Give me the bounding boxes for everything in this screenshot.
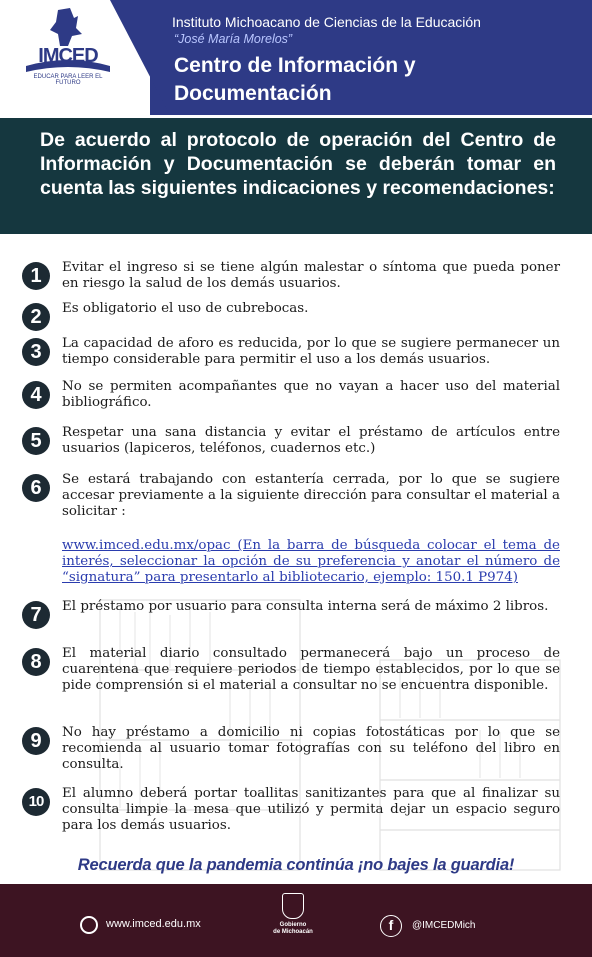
item-text: La capacidad de aforo es reducida, por lo que se sugiere permanecer un tiempo considerable para permitir el uso a los demás usuarios. xyxy=(62,336,560,367)
item-number: 6 xyxy=(22,474,50,502)
gov-line-2: de Michoacán xyxy=(273,929,313,935)
item-number: 2 xyxy=(22,303,50,331)
intro-text: De acuerdo al protocolo de operación del Centro de Información y Documentación se deberán tomar en cuenta las siguientes indicaciones y recomendaciones: xyxy=(40,129,556,199)
intro-banner xyxy=(0,118,592,234)
institute-name: Instituto Michoacano de Ciencias de la Educación xyxy=(172,14,481,30)
page-title xyxy=(174,52,534,108)
slogan: Recuerda que la pandemia continúa ¡no bajes la guardia! xyxy=(77,856,515,874)
item-number: 10 xyxy=(22,788,50,816)
item-text: Se estará trabajando con estantería cerrada, por lo que se sugiere accesar previamente a la siguiente dirección para consultar el material a solicitar : xyxy=(62,472,560,519)
item-text: El alumno deberá portar toallitas sanitizantes para que al finalizar su consulta limpie la mesa que utilizó y permita dejar un espacio seguro para los demás usuarios. xyxy=(62,786,560,833)
header-diagonal xyxy=(110,0,170,115)
logo-text: IMCED xyxy=(38,45,98,67)
item-number: 4 xyxy=(22,381,50,409)
header xyxy=(0,0,592,115)
facebook-icon[interactable]: f xyxy=(380,915,402,937)
footer-social-handle[interactable]: @IMCEDMich xyxy=(412,920,476,931)
item-number: 5 xyxy=(22,427,50,455)
item-number: 8 xyxy=(22,648,50,676)
item-text: No se permiten acompañantes que no vayan a hacer uso del material bibliográfico. xyxy=(62,379,560,410)
item-number: 9 xyxy=(22,727,50,755)
item-text: Respetar una sana distancia y evitar el préstamo de artículos entre usuarios (lapiceros, teléfonos, cuadernos etc.) xyxy=(62,425,560,456)
item-text: Es obligatorio el uso de cubrebocas. xyxy=(62,301,309,316)
logo-tagline: EDUCAR PARA LEER EL FUTURO xyxy=(33,74,103,86)
title-line-2: Documentación xyxy=(174,82,332,105)
opac-link[interactable]: www.imced.edu.mx/opac (En la barra de búsqueda colocar el tema de interés, seleccionar la opción de su preferencia y anotar el número de “signatura” para presentarlo al bibliotecario, ejemplo: 150.1 P974) xyxy=(62,538,560,585)
government-seal-icon xyxy=(282,893,304,919)
item-text: El préstamo por usuario para consulta interna será de máximo 2 libros. xyxy=(62,599,549,614)
item-text: Evitar el ingreso si se tiene algún malestar o síntoma que pueda poner en riesgo la salud de los demás usuarios. xyxy=(62,260,560,291)
item-number: 7 xyxy=(22,601,50,629)
item-text: No hay préstamo a domicilio ni copias fotostáticas por lo que se recomienda al usuario tomar fotografías con su teléfono del libro en consulta. xyxy=(62,725,560,772)
footer-government xyxy=(262,922,324,936)
item-number: 3 xyxy=(22,338,50,366)
institute-subtitle: “José María Morelos” xyxy=(174,32,293,46)
footer-website[interactable]: www.imced.edu.mx xyxy=(106,918,201,930)
item-number: 1 xyxy=(22,262,50,290)
title-line-1: Centro de Información y xyxy=(174,54,416,77)
globe-icon xyxy=(80,916,98,934)
item-text: El material diario consultado permanecerá bajo un proceso de cuarentena que requiere periodos de tiempo establecidos, por lo que se pide comprensión si el material a consultar no se encuentra disponible. xyxy=(62,646,560,693)
gov-line-1: Gobierno xyxy=(279,922,307,928)
